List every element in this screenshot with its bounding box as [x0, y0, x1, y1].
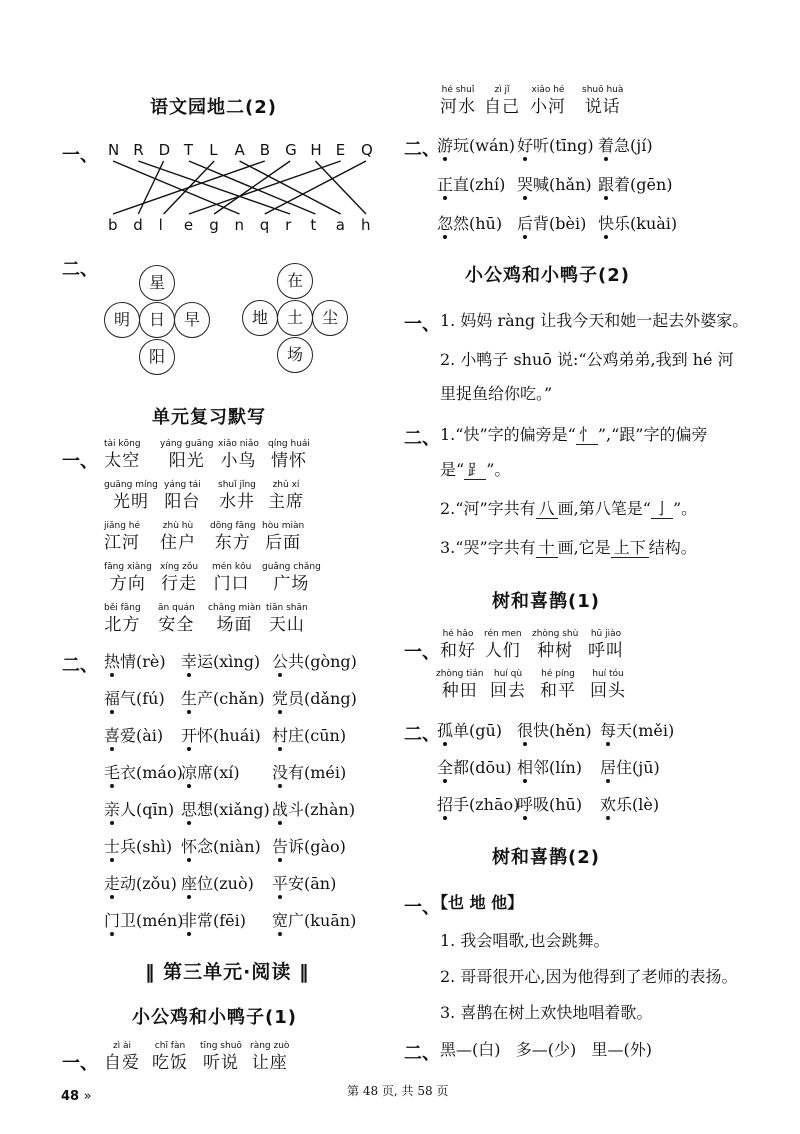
upper-letter: B	[259, 141, 271, 159]
question-number: 一、	[404, 642, 440, 663]
pinyin: xíng zǒu	[160, 562, 199, 572]
matching-line	[138, 161, 163, 214]
hanzi: 种树	[537, 641, 574, 661]
fill-blank-line	[440, 422, 707, 445]
hanzi: 光明	[112, 492, 149, 512]
dotted-word: 每天(měi)	[600, 721, 675, 740]
pinyin-word	[266, 602, 308, 636]
emphasis-dot	[523, 157, 527, 161]
lower-letter: r	[285, 216, 292, 234]
hanzi: 说话	[584, 97, 621, 117]
hanzi: 回去	[490, 681, 526, 701]
sentence: 2. 小鸭子 shuō 说:“公鸡弟弟,我到 hé 河	[440, 350, 734, 369]
page-number	[61, 1089, 92, 1104]
question-number: 一、	[404, 314, 440, 335]
hanzi: 听说	[202, 1053, 239, 1073]
section-title-review: 单元复习默写	[152, 407, 266, 428]
hanzi: 场面	[216, 615, 253, 635]
lower-letter: h	[361, 216, 371, 234]
hanzi: 人们	[484, 641, 521, 661]
emphasis-dot	[443, 779, 447, 783]
pinyin-word	[164, 479, 201, 513]
pinyin-word	[104, 520, 140, 554]
dotted-word: 思想(xiǎng)	[181, 800, 270, 819]
lower-letter: t	[310, 216, 317, 234]
hanzi: 情怀	[270, 451, 307, 471]
dotted-word: 居住(jū)	[600, 758, 660, 777]
pinyin-word	[160, 438, 213, 472]
question-number: 二、	[404, 428, 440, 449]
dotted-word: 欢乐(lè)	[600, 795, 660, 814]
emphasis-dot	[606, 816, 610, 820]
emphasis-dot	[110, 710, 114, 714]
emphasis-dot	[278, 858, 282, 862]
emphasis-dot	[606, 779, 610, 783]
dotted-word: 亲人(qīn)	[104, 800, 175, 819]
emphasis-dot	[187, 895, 191, 899]
text: ”。	[486, 460, 511, 479]
upper-letter: E	[335, 141, 346, 159]
pinyin: zhù hù	[162, 521, 194, 531]
text: 3.“哭”字共有	[440, 538, 536, 557]
hanzi: 方向	[109, 574, 146, 594]
hanzi: 广场	[273, 574, 310, 594]
pinyin: ràng zuò	[250, 1041, 290, 1051]
pinyin-word	[104, 561, 152, 595]
dotted-word: 哭喊(hǎn)	[517, 175, 592, 194]
sentence: 1. 妈妈 ràng 让我今天和她一起去外婆家。	[440, 311, 749, 330]
section-title-chick-duck-1: 小公鸡和小鸭子(1)	[132, 1007, 297, 1028]
text: 2.“河”字共有	[440, 499, 536, 518]
pinyin-word	[590, 668, 626, 702]
answer: 亅	[651, 499, 673, 519]
pinyin: jiāng hé	[104, 521, 141, 531]
emphasis-dot	[187, 821, 191, 825]
pinyin-word	[200, 1040, 242, 1074]
emphasis-dot	[606, 742, 610, 746]
sentence: 1. 我会唱歌,也会跳舞。	[440, 931, 610, 950]
dotted-word: 走动(zǒu)	[104, 874, 177, 893]
hanzi: 行走	[161, 574, 198, 594]
dotted-word: 正直(zhí)	[437, 175, 506, 194]
pinyin: guāng míng	[104, 480, 158, 490]
sentence: 2. 哥哥很开心,因为他得到了老师的表扬。	[440, 967, 738, 986]
text: 是“	[440, 460, 465, 479]
pinyin-word	[160, 520, 196, 554]
emphasis-dot	[187, 858, 191, 862]
dotted-word: 忽然(hū)	[437, 214, 503, 233]
emphasis-dot	[604, 157, 608, 161]
pinyin-word	[268, 479, 304, 513]
pinyin-word	[540, 668, 576, 702]
pinyin: zhǔ xí	[272, 480, 300, 490]
dotted-word: 开怀(huái)	[181, 726, 261, 745]
emphasis-dot	[110, 784, 114, 788]
fill-blank-line	[440, 457, 510, 480]
pinyin: xiǎo niǎo	[218, 439, 259, 449]
emphasis-dot	[278, 747, 282, 751]
pinyin: chī fàn	[154, 1041, 186, 1051]
cross-char-left: 地	[242, 300, 278, 336]
pinyin-word	[218, 438, 259, 472]
emphasis-dot	[187, 747, 191, 751]
dotted-word: 着急(jí)	[598, 136, 653, 155]
question-number: 二、	[404, 1043, 440, 1064]
matching-line	[113, 161, 240, 214]
pinyin-word	[104, 438, 141, 472]
hanzi: 小鸟	[220, 451, 257, 471]
dotted-word: 热情(rè)	[104, 652, 166, 671]
pinyin: ān quán	[158, 603, 195, 613]
emphasis-dot	[110, 895, 114, 899]
hanzi: 和平	[540, 681, 576, 701]
emphasis-dot	[523, 742, 527, 746]
dotted-word: 很快(hěn)	[517, 721, 592, 740]
emphasis-dot	[523, 779, 527, 783]
hanzi: 回头	[590, 681, 626, 701]
emphasis-dot	[523, 196, 527, 200]
hanzi: 门口	[213, 574, 250, 594]
cross-char-center: 土	[277, 300, 313, 336]
pinyin-word	[104, 1040, 140, 1074]
hanzi: 太空	[104, 451, 141, 471]
answer: 上下	[611, 538, 649, 558]
emphasis-dot	[443, 742, 447, 746]
page-number-value: 48	[61, 1089, 80, 1104]
answer: 十	[536, 538, 558, 558]
emphasis-dot	[110, 821, 114, 825]
question-number: 二、	[404, 724, 440, 745]
dotted-word: 跟着(gēn)	[598, 175, 673, 194]
fill-blank-line	[440, 535, 697, 558]
pinyin-word	[262, 520, 304, 554]
answer: 八	[536, 499, 558, 519]
page-info: 第 48 页, 共 58 页	[347, 1084, 449, 1098]
pinyin-word	[490, 668, 526, 702]
hanzi: 江河	[104, 533, 141, 553]
emphasis-dot	[443, 816, 447, 820]
emphasis-dot	[604, 235, 608, 239]
section-title-tree-magpie-1: 树和喜鹊(1)	[492, 591, 600, 612]
pinyin-word	[104, 479, 158, 513]
text: ”。	[672, 499, 698, 518]
dotted-word: 党员(dǎng)	[272, 689, 357, 708]
pinyin: fāng xiàng	[104, 562, 152, 572]
pinyin: hé píng	[541, 669, 575, 679]
dotted-word: 怀念(niàn)	[181, 837, 261, 856]
dotted-word: 没有(méi)	[272, 763, 347, 782]
upper-letter: A	[234, 141, 245, 159]
hanzi: 吃饭	[152, 1053, 188, 1073]
cross-char-right: 尘	[312, 300, 348, 336]
dotted-word: 福气(fú)	[104, 689, 165, 708]
lower-letter: q	[259, 216, 270, 234]
emphasis-dot	[278, 784, 282, 788]
pinyin-word	[218, 479, 256, 513]
lower-letter: a	[335, 216, 345, 234]
pinyin-word	[484, 628, 522, 662]
unit-title: ‖ 第三单元·阅读 ‖	[145, 961, 310, 983]
matching-line	[138, 161, 290, 214]
answer: ⻊	[464, 460, 486, 480]
pinyin-word	[250, 1040, 289, 1074]
matching-line	[315, 161, 366, 214]
dotted-word: 士兵(shì)	[104, 837, 173, 856]
dotted-word: 全都(dōu)	[437, 758, 512, 777]
pinyin: shuō huà	[582, 85, 624, 95]
question-number: 一、	[62, 1053, 98, 1074]
hanzi: 天山	[268, 615, 305, 635]
pinyin: qíng huái	[268, 439, 310, 449]
pinyin: dōng fāng	[210, 521, 256, 531]
matching-line	[189, 161, 341, 214]
dotted-word: 招手(zhāo)	[437, 795, 520, 814]
emphasis-dot	[110, 932, 114, 936]
text: 结构。	[648, 538, 697, 557]
dotted-word: 非常(fēi)	[181, 911, 246, 930]
lower-letter: d	[133, 216, 143, 234]
question-number: 一、	[404, 897, 440, 918]
upper-letter: G	[285, 141, 297, 159]
hanzi: 住户	[160, 533, 196, 553]
dotted-word: 幸运(xìng)	[181, 652, 261, 671]
question-number: 一、	[62, 451, 98, 472]
word-bank: 【也 地 他】	[432, 893, 524, 912]
section-title-yuwen-yuandi: 语文园地二(2)	[150, 97, 277, 118]
hanzi: 河水	[440, 97, 476, 117]
cross-char-left: 明	[104, 302, 140, 338]
dotted-word: 后背(bèi)	[517, 214, 587, 233]
dotted-word: 平安(ān)	[272, 874, 337, 893]
dotted-word: 生产(chǎn)	[181, 689, 265, 708]
emphasis-dot	[187, 932, 191, 936]
pinyin: tīng shuō	[200, 1041, 242, 1051]
dotted-word: 门卫(mén)	[104, 911, 184, 930]
hanzi: 东方	[214, 533, 251, 553]
upper-letter: D	[158, 141, 171, 159]
dotted-word: 呼吸(hū)	[517, 795, 583, 814]
section-title-chick-duck-2: 小公鸡和小鸭子(2)	[465, 265, 630, 286]
pinyin-word	[530, 84, 566, 118]
pinyin: huí qù	[493, 669, 523, 679]
emphasis-dot	[278, 932, 282, 936]
matching-line	[240, 161, 341, 214]
emphasis-dot	[523, 816, 527, 820]
dotted-word: 毛衣(máo)	[104, 763, 183, 782]
pinyin-word	[262, 561, 321, 595]
pinyin-word	[440, 628, 476, 662]
pinyin: běi fāng	[104, 603, 141, 613]
upper-letter: L	[209, 141, 218, 159]
hanzi: 呼叫	[588, 641, 624, 661]
pinyin-word	[268, 438, 310, 472]
lower-letter: g	[209, 216, 219, 234]
pinyin-word	[532, 628, 578, 662]
hanzi: 和好	[440, 641, 476, 661]
fill-blank-line	[440, 496, 697, 519]
pinyin-word	[152, 1040, 188, 1074]
dotted-word: 凉席(xí)	[181, 763, 240, 782]
emphasis-dot	[443, 235, 447, 239]
cross-char-bottom: 阳	[139, 339, 175, 375]
emphasis-dot	[187, 784, 191, 788]
pinyin: zì ài	[112, 1041, 132, 1051]
lower-letter: b	[108, 216, 118, 234]
section-title-tree-magpie-2: 树和喜鹊(2)	[492, 847, 600, 868]
antonym-pairs: 黑—(白) 多—(少) 里—(外)	[440, 1040, 652, 1059]
text: 画,第八笔是“	[557, 499, 651, 518]
pinyin: tiān shān	[266, 603, 308, 613]
dotted-word: 座位(zuò)	[181, 874, 254, 893]
dotted-word: 喜爱(ài)	[104, 726, 164, 745]
emphasis-dot	[443, 157, 447, 161]
pinyin: shuǐ jǐng	[218, 480, 256, 490]
answer: 忄	[576, 425, 598, 445]
hanzi: 自己	[484, 97, 520, 117]
page-arrow-icon: »	[83, 1089, 92, 1104]
dotted-word: 战斗(zhàn)	[272, 800, 356, 819]
pinyin: yáng guāng	[160, 439, 214, 449]
pinyin-word	[588, 628, 624, 662]
pinyin: huí tóu	[592, 669, 624, 679]
pinyin: xiǎo hé	[531, 85, 565, 95]
pinyin-word	[484, 84, 520, 118]
dotted-word: 宽广(kuān)	[272, 911, 357, 930]
pinyin: hé hǎo	[442, 629, 474, 639]
pinyin-word	[210, 520, 256, 554]
emphasis-dot	[278, 821, 282, 825]
emphasis-dot	[110, 747, 114, 751]
pinyin: zhòng tián	[436, 669, 484, 679]
dotted-word: 孤单(gū)	[437, 721, 503, 740]
question-number: 二、	[62, 259, 98, 280]
emphasis-dot	[278, 673, 282, 677]
emphasis-dot	[523, 235, 527, 239]
dotted-word: 好听(tīng)	[517, 136, 594, 155]
upper-letter: H	[310, 141, 322, 159]
pinyin: chǎng miàn	[208, 603, 261, 613]
hanzi: 自爱	[104, 1053, 140, 1073]
hanzi: 北方	[104, 615, 141, 635]
hanzi: 主席	[268, 492, 304, 512]
emphasis-dot	[110, 858, 114, 862]
pinyin: hé shuǐ	[441, 85, 475, 95]
hanzi: 小河	[530, 97, 566, 117]
dotted-word: 相邻(lín)	[517, 758, 583, 777]
cross-char-right: 早	[174, 302, 210, 338]
pinyin-word	[436, 668, 483, 702]
pinyin-word	[160, 561, 198, 595]
cross-char-bottom: 场	[277, 337, 313, 373]
pinyin: tài kōng	[104, 439, 141, 449]
emphasis-dot	[187, 710, 191, 714]
pinyin: zì jǐ	[494, 85, 510, 95]
pinyin-word	[208, 602, 261, 636]
lower-letter: l	[158, 216, 163, 234]
emphasis-dot	[110, 673, 114, 677]
emphasis-dot	[278, 710, 282, 714]
cross-char-center: 日	[139, 302, 175, 338]
pinyin: guǎng chǎng	[262, 562, 321, 572]
matching-line	[265, 161, 366, 214]
text: ”,“跟”字的偏旁	[597, 425, 708, 444]
pinyin-word	[582, 84, 623, 118]
matching-line	[113, 161, 265, 214]
hanzi: 阳光	[168, 451, 205, 471]
hanzi: 水井	[218, 492, 255, 512]
hanzi: 后面	[265, 533, 302, 553]
dotted-word: 公共(gòng)	[272, 652, 357, 671]
text: 1.“快”字的偏旁是“	[440, 425, 576, 444]
cross-char-top: 星	[139, 265, 175, 301]
lower-letter: e	[183, 216, 194, 234]
question-number: 一、	[62, 145, 98, 166]
matching-lines	[0, 0, 400, 240]
hanzi: 安全	[158, 615, 195, 635]
cross-char-top: 在	[277, 263, 313, 299]
pinyin: zhòng shù	[532, 629, 579, 639]
hanzi: 种田	[441, 681, 478, 701]
upper-letter: Q	[361, 141, 373, 159]
dotted-word: 快乐(kuài)	[598, 214, 678, 233]
pinyin-word	[158, 602, 195, 636]
pinyin: hòu miàn	[262, 521, 305, 531]
sentence: 3. 喜鹊在树上欢快地唱着歌。	[440, 1003, 653, 1022]
emphasis-dot	[278, 895, 282, 899]
dotted-word: 村庄(cūn)	[272, 726, 347, 745]
question-number: 二、	[62, 655, 98, 676]
upper-letter: R	[133, 141, 144, 159]
pinyin: rén men	[484, 629, 522, 639]
emphasis-dot	[443, 196, 447, 200]
pinyin: hū jiào	[590, 629, 622, 639]
pinyin-word	[440, 84, 476, 118]
question-number: 二、	[404, 139, 440, 160]
hanzi: 阳台	[164, 492, 201, 512]
dotted-word: 告诉(gào)	[272, 837, 346, 856]
lower-letter: n	[234, 216, 245, 234]
pinyin: yáng tái	[164, 480, 201, 490]
upper-letter: T	[183, 141, 194, 159]
text: 画,它是	[557, 538, 611, 557]
pinyin: mén kǒu	[212, 562, 252, 572]
emphasis-dot	[187, 673, 191, 677]
hanzi: 让座	[251, 1053, 288, 1073]
pinyin-word	[212, 561, 251, 595]
dotted-word: 游玩(wán)	[437, 136, 516, 155]
emphasis-dot	[604, 196, 608, 200]
upper-letter: N	[108, 141, 120, 159]
pinyin-word	[104, 602, 141, 636]
sentence: 里捉鱼给你吃。”	[440, 384, 553, 403]
